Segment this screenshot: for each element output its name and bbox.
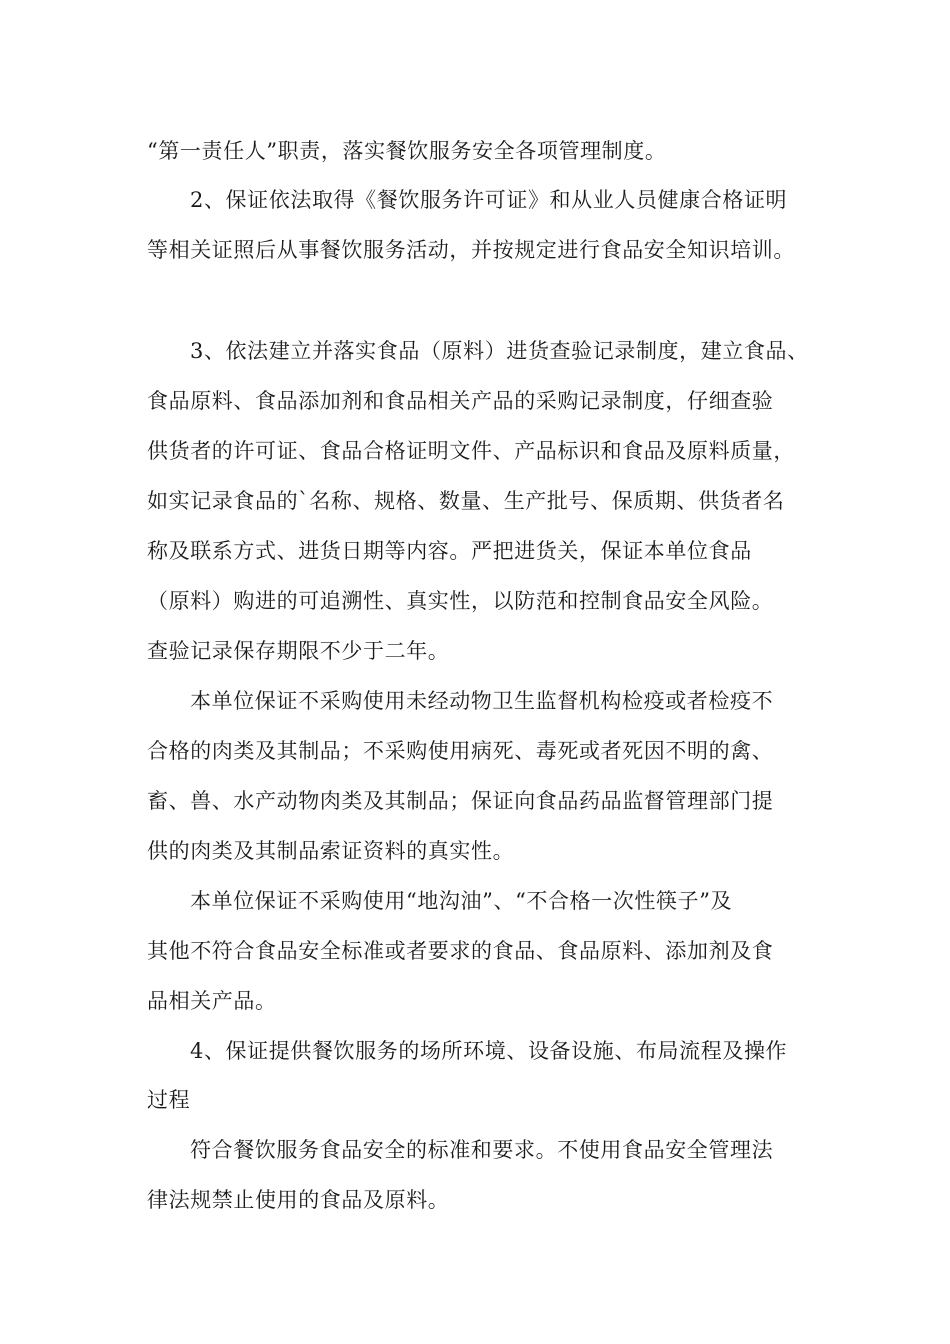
text-line: 合格的肉类及其制品；不采购使用病死、毒死或者死因不明的禽、 (147, 739, 774, 763)
text-line: 等相关证照后从事餐饮服务活动，并按规定进行食品安全知识培训。 (147, 238, 795, 262)
text-line: 品相关产品。 (147, 989, 277, 1013)
text-line: 如实记录食品的`名称、规格、数量、生产批号、保质期、供货者名 (147, 489, 785, 513)
text-line: 供的肉类及其制品索证资料的真实性。 (147, 839, 515, 863)
text-line: 4、保证提供餐饮服务的场所环境、设备设施、布局流程及操作 (190, 1039, 788, 1063)
text-line: 畜、兽、水产动物肉类及其制品；保证向食品药品监督管理部门提 (147, 789, 774, 813)
text-line: “第一责任人”职责，落实餐饮服务安全各项管理制度。 (147, 139, 667, 163)
text-line: 3、依法建立并落实食品（原料）进货查验记录制度，建立食品、 (190, 339, 809, 363)
text-line: 2、保证依法取得《餐饮服务许可证》和从业人员健康合格证明 (190, 188, 788, 212)
text-line: 食品原料、食品添加剂和食品相关产品的采购记录制度，仔细查验 (147, 389, 774, 413)
text-line: （原料）购进的可追溯性、真实性，以防范和控制食品安全风险。 (147, 589, 774, 613)
text-line: 称及联系方式、进货日期等内容。严把进货关，保证本单位食品 (147, 539, 752, 563)
text-line: 供货者的许可证、食品合格证明文件、产品标识和食品及原料质量， (147, 439, 795, 463)
text-line: 查验记录保存期限不少于二年。 (147, 639, 450, 663)
text-line: 律法规禁止使用的食品及原料。 (147, 1188, 450, 1212)
text-line: 本单位保证不采购使用“地沟油”、“不合格一次性筷子”及 (190, 889, 733, 913)
text-line: 符合餐饮服务食品安全的标准和要求。不使用食品安全管理法 (190, 1138, 774, 1162)
text-line: 本单位保证不采购使用未经动物卫生监督机构检疫或者检疫不 (190, 689, 774, 713)
text-line: 过程 (147, 1088, 191, 1112)
text-line: 其他不符合食品安全标准或者要求的食品、食品原料、添加剂及食 (147, 939, 774, 963)
